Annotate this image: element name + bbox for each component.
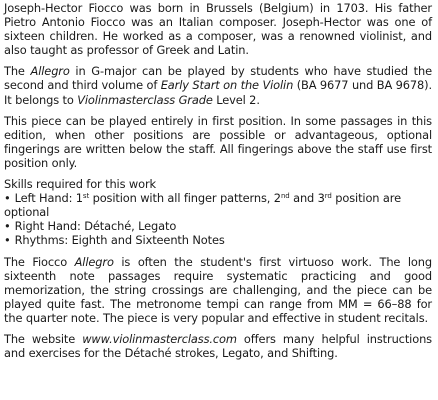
paragraph-biography bbox=[4, 1, 432, 57]
skills-list bbox=[4, 191, 432, 247]
grade-title: Violinmasterclass Grade bbox=[77, 92, 213, 107]
skill-right-hand bbox=[4, 219, 432, 233]
bullet-icon: • bbox=[4, 233, 11, 248]
level-text-4: Level 2. bbox=[212, 92, 260, 107]
website-text-2: offers many helpful instructions and exercises for the Détaché strokes, Legato, and Shifting. bbox=[4, 331, 432, 361]
ordinal-st: st bbox=[82, 192, 90, 201]
skills-heading-text: Skills required for this work bbox=[4, 177, 156, 192]
level-text-2: in G-major can be played by students who have studied the second and third volume of bbox=[4, 64, 432, 93]
level-text-3: (BA 9677 und BA 9678). It belongs to bbox=[4, 78, 432, 107]
bullet-icon: • bbox=[4, 219, 11, 234]
position-text: This piece can be played entirely in first position. In some passages in this edition, when other positions are possible or advantageous, optional fingerings are written below the staff. All fingerings above the staff use first position only. bbox=[4, 113, 432, 170]
allegro-title: Allegro bbox=[74, 254, 114, 269]
website-url[interactable]: www.violinmasterclass.com bbox=[82, 331, 237, 346]
skill-rhythms bbox=[4, 233, 432, 247]
virtuoso-text-1: The Fiocco bbox=[4, 254, 75, 269]
biography-text: Joseph-Hector Fiocco was born in Brussels (Belgium) in 1703. His father Pietro Antonio Fiocco was an Italian composer. Joseph-Hector was one of sixteen children. He worked as a composer, was a renowned violinist, and also taught as professor of Greek and Latin. bbox=[4, 1, 432, 58]
website-text-1: The website bbox=[4, 331, 83, 346]
paragraph-position bbox=[4, 114, 432, 170]
virtuoso-text-2: is often the student's first virtuoso work. The long sixteenth note passages require systematic practicing and good memorization, the string crossings are challenging, and the piece can be played quite fast. The metronome tempi can range from MM = 66–88 for the quarter note. The piece is very popular and effective in student recitals. bbox=[4, 254, 432, 325]
book-title: Early Start on the Violin bbox=[160, 78, 294, 93]
right-hand-text: Right Hand: Détaché, Legato bbox=[14, 219, 177, 234]
document-page bbox=[4, 1, 432, 367]
rhythms-text: Rhythms: Eighth and Sixteenth Notes bbox=[14, 233, 225, 248]
paragraph-level bbox=[4, 64, 432, 106]
left-hand-d: position are optional bbox=[4, 191, 401, 220]
skills-heading bbox=[4, 177, 432, 191]
left-hand-b: position with all finger patterns, 2 bbox=[89, 191, 281, 206]
ordinal-rd: rd bbox=[324, 192, 332, 201]
left-hand-c: and 3 bbox=[289, 191, 325, 206]
bullet-icon: • bbox=[4, 191, 11, 206]
allegro-title: Allegro bbox=[30, 64, 70, 79]
paragraph-website bbox=[4, 332, 432, 360]
skill-left-hand bbox=[4, 191, 432, 219]
ordinal-nd: nd bbox=[280, 192, 290, 201]
level-text-1: The bbox=[4, 64, 31, 79]
left-hand-a: Left Hand: 1 bbox=[14, 191, 83, 206]
paragraph-virtuoso bbox=[4, 255, 432, 325]
